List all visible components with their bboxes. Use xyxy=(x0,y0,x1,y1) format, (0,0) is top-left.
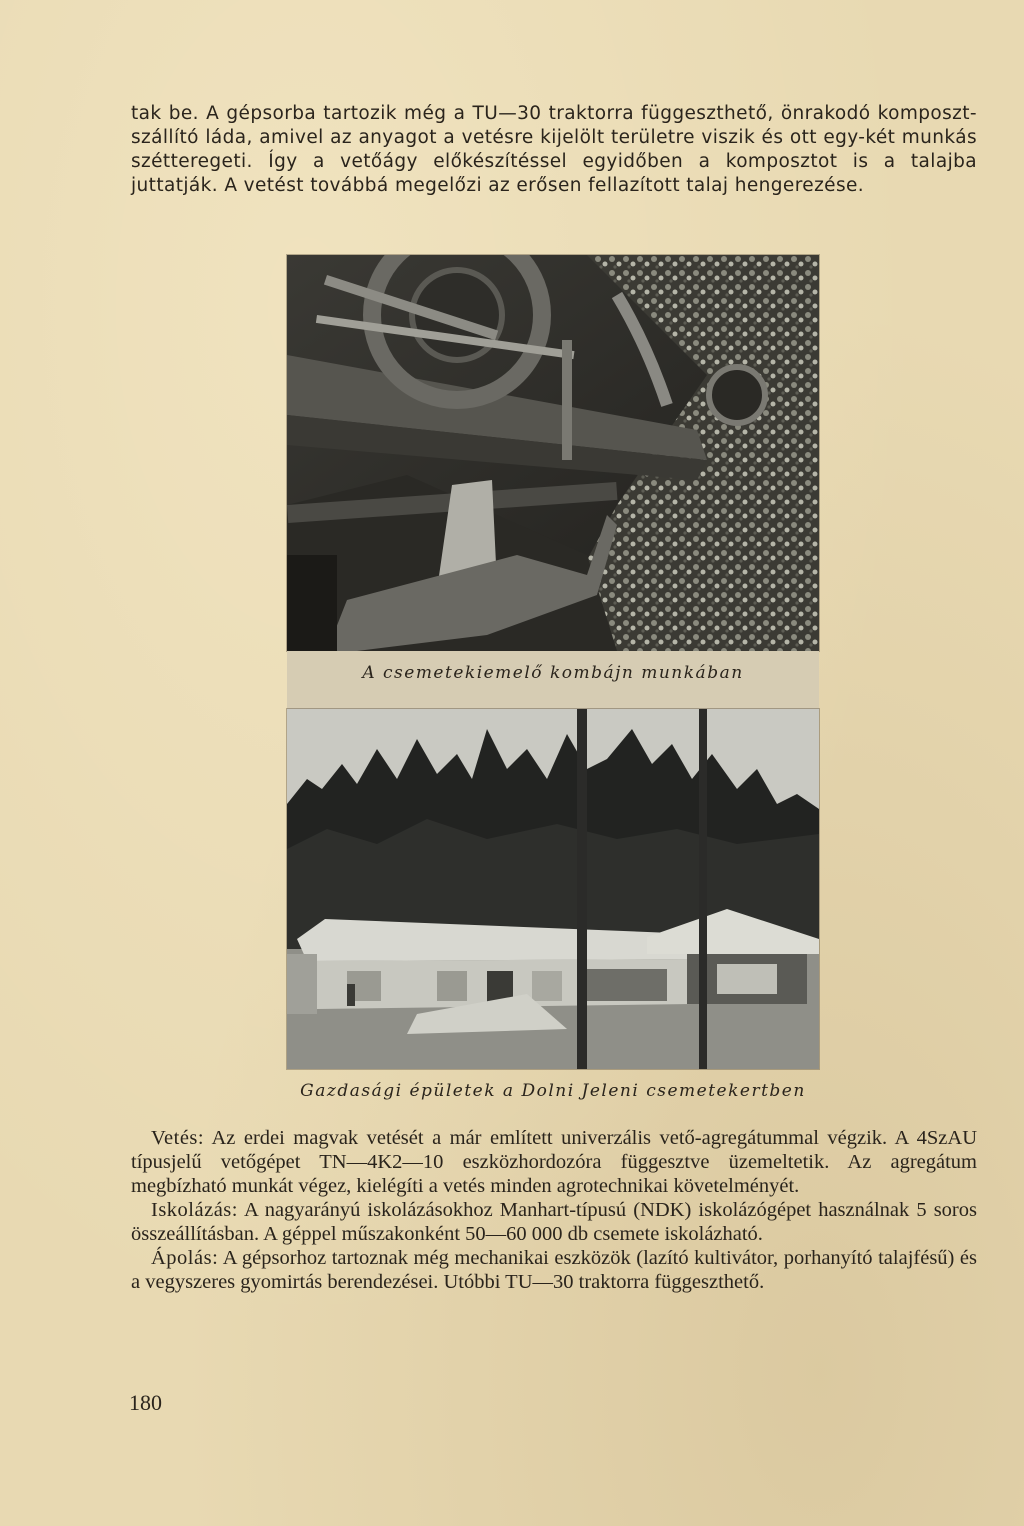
paragraph-text: A gépsorhoz tartoznak még mechanikai eszközök (lazító kultivátor, porhanyító talajfésű) és a vegyszeres gyomirtás berendezései. Utóbbi TU—30 traktorra függeszthető. xyxy=(131,1247,977,1293)
paragraph-text: A nagyarányú iskolázásokhoz Manhart-típusú (NDK) iskolázógépet használnak 5 soros összeállításban. A géppel műszakonként 50—60 000 db csemete iskolázható. xyxy=(131,1199,977,1245)
body-text xyxy=(131,1126,977,1294)
paragraph-apolas xyxy=(131,1246,977,1294)
paragraph-vetes xyxy=(131,1126,977,1198)
intro-text: tak be. A gépsorba tartozik még a TU—30 traktorra függeszthető, önrakodó komposzt-szállító láda, amivel az anyagot a vetésre kijelölt területre viszik és ott egy-két munkás szétteregeti. Így a vetőágy előkészítéssel egyidőben a komposztot is a talajba juttatják. A vetést továbbá megelőzi az erősen fellazított talaj hengerezése. xyxy=(131,103,977,196)
figure-caption: A csemetekiemelő kombájn munkában xyxy=(287,651,819,709)
paragraph-lead: Iskolázás: xyxy=(151,1199,238,1221)
figure-caption: Gazdasági épületek a Dolni Jeleni csemetekertben xyxy=(300,1081,806,1101)
farm-buildings-image xyxy=(287,709,819,1069)
farm-buildings-photo xyxy=(287,709,819,1069)
harvester-image xyxy=(287,255,819,651)
harvester-photo xyxy=(287,255,819,651)
paragraph-lead: Vetés: xyxy=(151,1127,205,1149)
intro-paragraph xyxy=(131,102,977,198)
paragraph-text: Az erdei magvak vetését a már említett univerzális vető-agregátummal végzik. A 4SzAU típusjelű vetőgépet TN—4K2—10 eszközhordozóra függesztve üzemeltetik. Az agregátum megbízható munkát végez, kielégíti a vetés minden agrotechnikai követelményét. xyxy=(131,1127,977,1197)
paragraph-lead: Ápolás: xyxy=(151,1247,219,1269)
page-number: 180 xyxy=(129,1390,162,1415)
paragraph-iskolazas xyxy=(131,1198,977,1246)
